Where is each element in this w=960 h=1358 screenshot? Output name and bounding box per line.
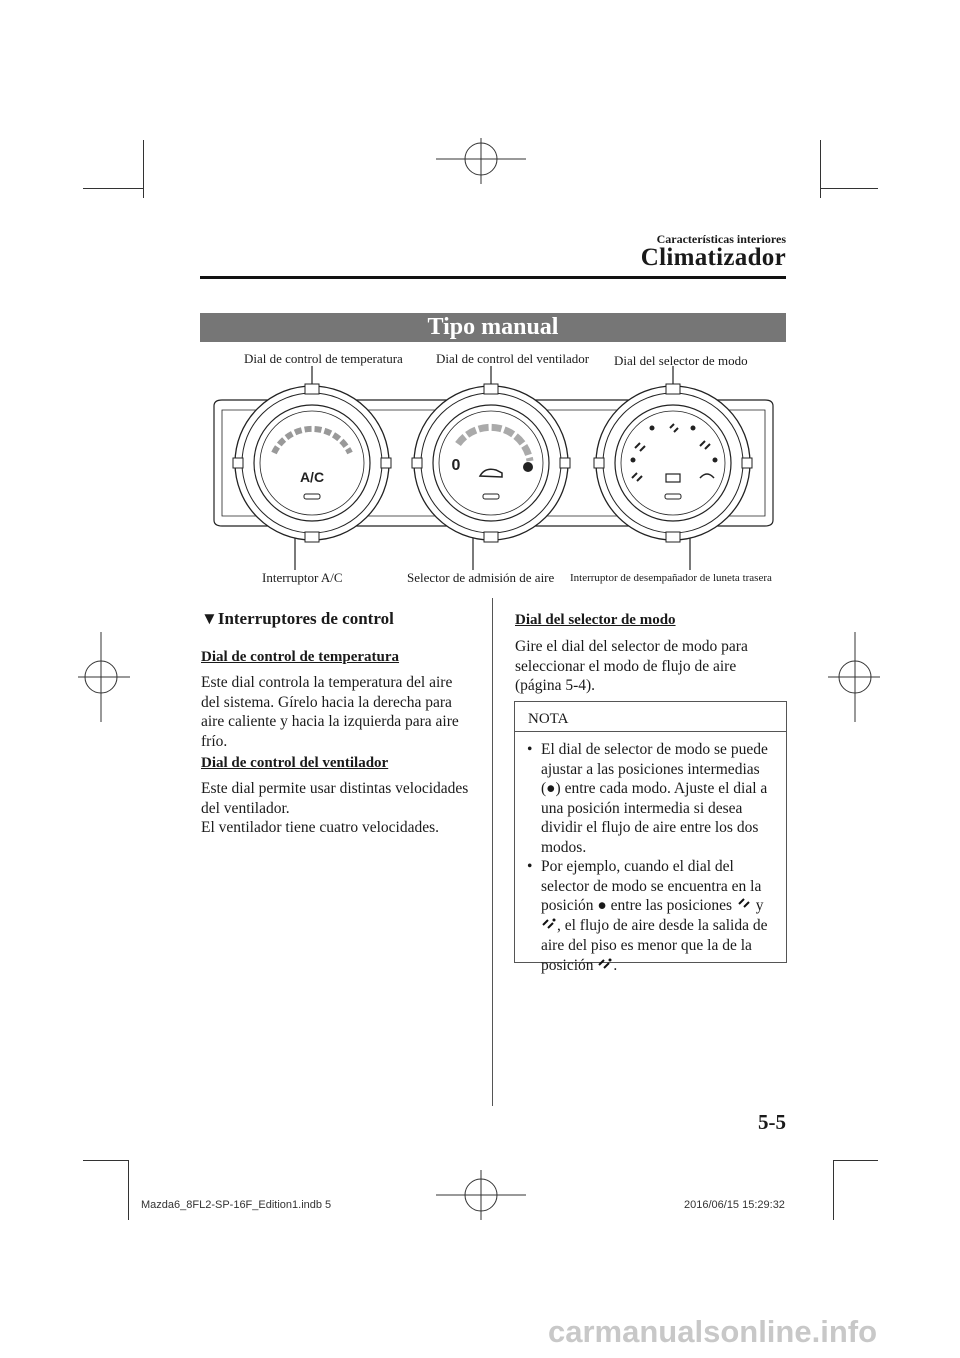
svg-text:0: 0 <box>451 457 461 474</box>
column-divider <box>492 598 493 1106</box>
nota-bullet-2: Por ejemplo, cuando el dial del selector de modo se encuentra en la posición ● entre las posiciones y , el flujo de aire desde la salida de aire del piso es menor que la de la posición . <box>541 857 781 976</box>
control-switches-section <box>201 609 394 629</box>
label-ac-switch: Interruptor A/C <box>262 570 343 585</box>
bullet-marker: • <box>527 741 533 758</box>
fan-paragraph: Este dial permite usar distintas velocidades del ventilador. El ventilador tiene cuatro velocidades. <box>201 780 469 836</box>
label-intake-selector: Selector de admisión de aire <box>407 570 555 585</box>
section-heading: ▼Interruptores de control <box>201 609 394 628</box>
triangle-down-icon: ▼ <box>201 609 218 628</box>
intermediate-dot-icon: ● <box>546 780 556 797</box>
temp-heading: Dial de control de temperatura <box>201 649 400 665</box>
watermark: carmanualsonline.info <box>548 1314 878 1349</box>
page-title: Climatizador <box>640 244 786 271</box>
nota-divider <box>514 731 787 732</box>
bullet-marker: • <box>527 858 533 875</box>
registration-mark-left <box>78 632 130 722</box>
fan-heading: Dial de control del ventilador <box>201 755 389 771</box>
label-rear-defroster: Interruptor de desempañador de luneta trasera <box>570 572 772 584</box>
dial-group <box>233 384 752 542</box>
section-banner: Tipo manual <box>200 313 786 342</box>
label-temp-dial: Dial de control de temperatura <box>244 351 403 366</box>
intermediate-dot-icon: ● <box>597 897 607 914</box>
label-fan-dial: Dial de control del ventilador <box>436 351 590 366</box>
registration-mark-right <box>828 632 880 722</box>
climate-control-panel <box>200 366 786 570</box>
face-vent-icon <box>736 897 752 917</box>
label-mode-dial: Dial del selector de modo <box>614 353 748 368</box>
temp-paragraph: Este dial controla la temperatura del aire del sistema. Gírelo hacia la derecha para aire caliente y hacia la izquierda para aire frío. <box>201 674 459 750</box>
footer-file: Mazda6_8FL2-SP-16F_Edition1.indb 5 <box>141 1199 332 1211</box>
header-rule <box>200 276 786 279</box>
svg-text:A/C: A/C <box>299 469 325 485</box>
nota-title: NOTA <box>528 711 569 727</box>
nota-bullet-1: El dial de selector de modo se puede ajustar a las posiciones intermedias (●) entre cada modo. Ajuste el dial a una posición intermedia si desea dividir el flujo de aire entre los dos modos. <box>541 741 768 856</box>
page-number: 5-5 <box>758 1110 786 1134</box>
mode-heading: Dial del selector de modo <box>515 612 676 628</box>
registration-mark-top <box>436 138 526 184</box>
registration-mark-bottom <box>436 1170 526 1220</box>
footer-timestamp: 2016/06/15 15:29:32 <box>684 1199 785 1211</box>
bilevel-vent-icon <box>597 957 613 977</box>
section-header: Características interiores <box>656 232 786 246</box>
bilevel-vent-icon <box>541 917 557 937</box>
mode-paragraph: Gire el dial del selector de modo para seleccionar el modo de flujo de aire (página 5-4). <box>515 638 748 694</box>
